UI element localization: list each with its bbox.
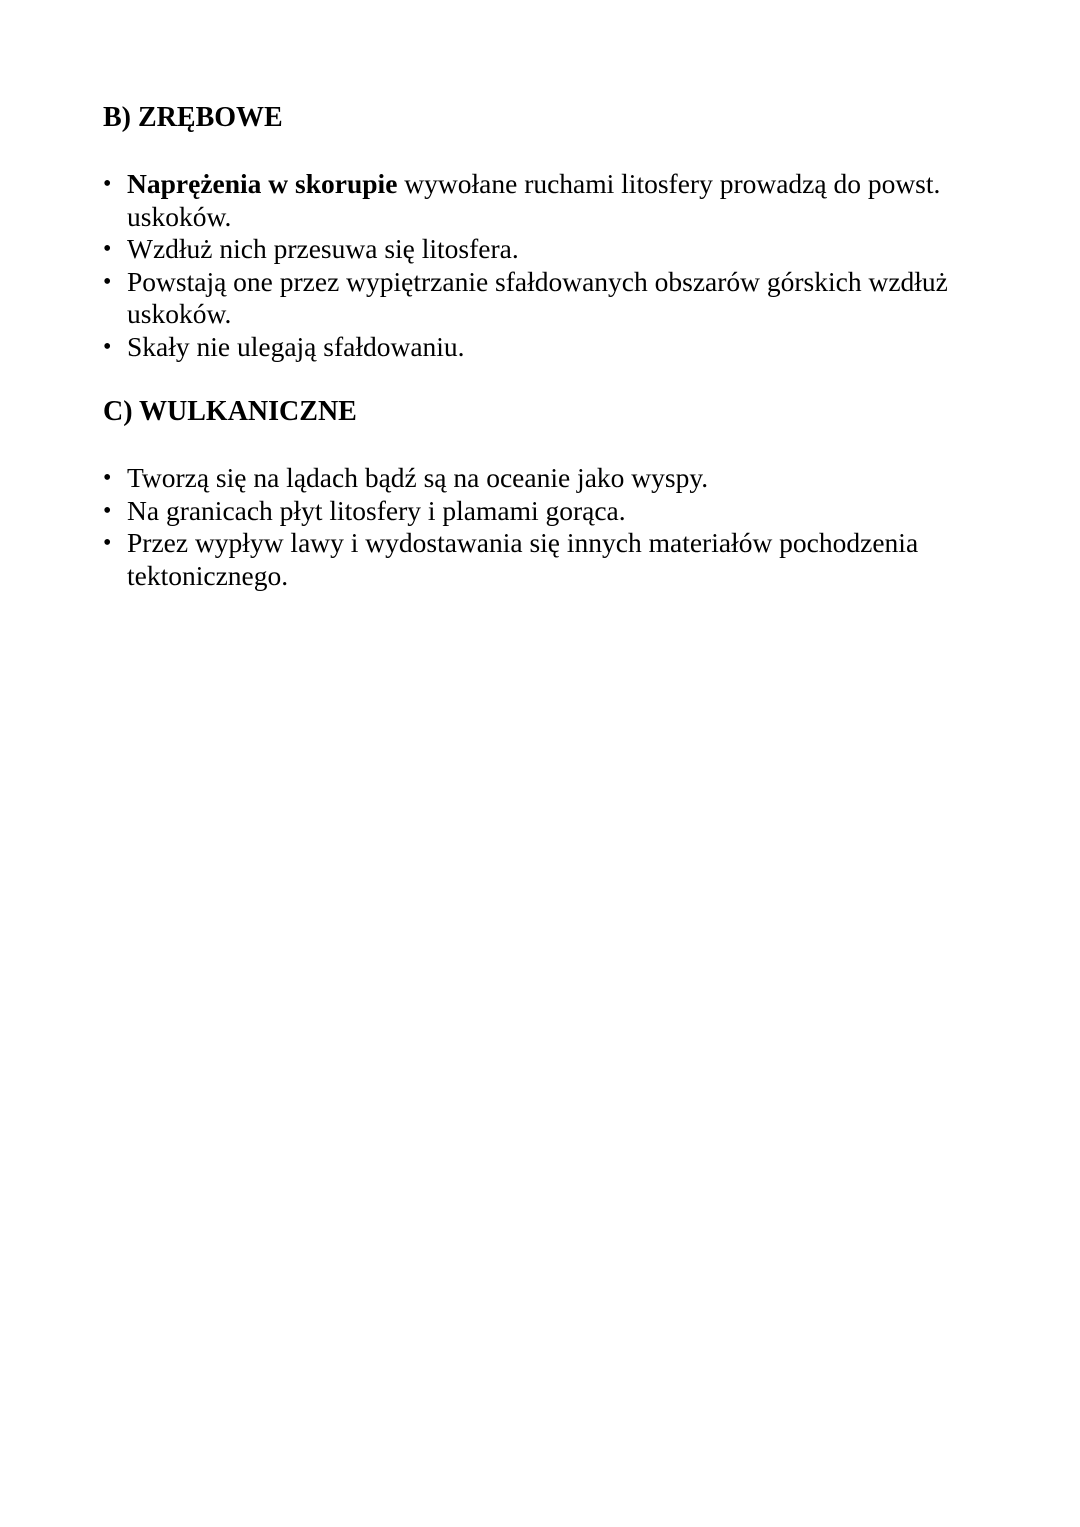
list-item xyxy=(103,266,1003,331)
section-heading: C) WULKANICZNE xyxy=(103,396,357,427)
bold-term: Naprężenia w skorupie xyxy=(127,168,398,199)
section-wulkaniczne xyxy=(103,394,1003,592)
list-item-text: Przez wypływ lawy i wydostawania się innych materiałów pochodzenia tektonicznego. xyxy=(127,527,919,591)
bullet-list xyxy=(103,168,1003,363)
list-item xyxy=(103,168,1003,233)
bullet-list xyxy=(103,462,1003,592)
bullet-icon: • xyxy=(103,333,112,360)
bullet-icon: • xyxy=(103,497,112,524)
list-item-text: Wzdłuż nich przesuwa się litosfera. xyxy=(127,233,519,264)
list-item-text: wywołane ruchami litosfery prowadzą do powst. uskoków. xyxy=(127,168,941,232)
list-item-text: Powstają one przez wypiętrzanie sfałdowanych obszarów górskich wzdłuż uskoków. xyxy=(127,265,948,329)
bullet-icon: • xyxy=(103,268,112,295)
bullet-icon: • xyxy=(103,171,112,197)
list-item-text: Tworzą się na lądach bądź są na oceanie jako wyspy. xyxy=(127,462,709,493)
section-zrebowe xyxy=(103,100,1003,363)
list-item-text: Skały nie ulegają sfałdowaniu. xyxy=(127,330,465,362)
bullet-icon: • xyxy=(103,465,112,491)
bullet-icon: • xyxy=(103,530,112,556)
list-item-text: Na granicach płyt litosfery i plamami gorąca. xyxy=(127,494,626,526)
list-item xyxy=(103,331,1003,364)
section-heading: B) ZRĘBOWE xyxy=(103,102,283,133)
list-item xyxy=(103,495,1003,528)
list-item xyxy=(103,462,1003,495)
list-item xyxy=(103,233,1003,266)
bullet-icon: • xyxy=(103,236,112,262)
list-item xyxy=(103,527,1003,592)
